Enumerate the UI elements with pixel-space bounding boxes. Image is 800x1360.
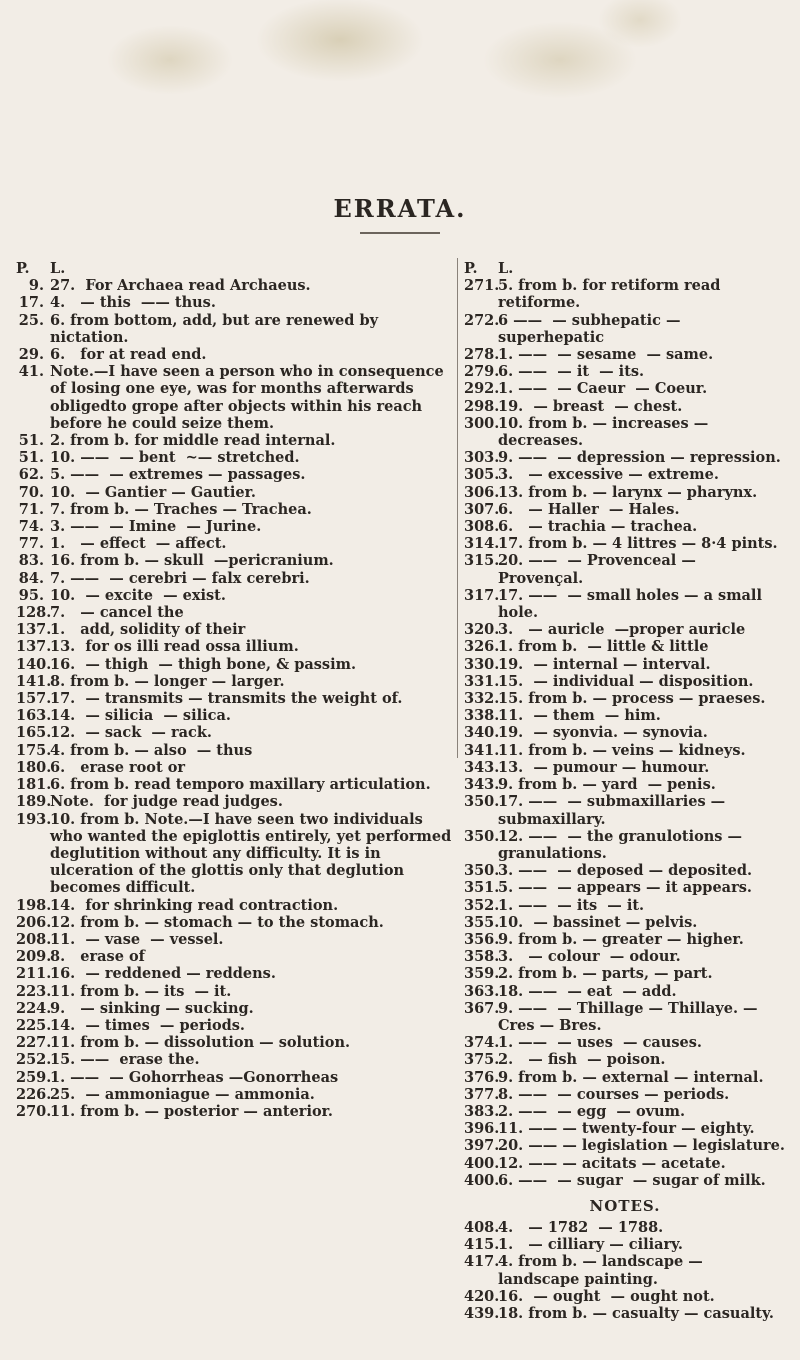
page-number: 352. <box>464 896 500 914</box>
correction-text: 10. from b. Note.—I have seen two individuals who wanted the epiglottis entirely, yet performed deglutition without any difficulty. It is in ulceration of the glottis only that deglution becomes difficult. <box>50 810 457 897</box>
page-number: 137. <box>16 638 52 656</box>
page-number: 351. <box>464 879 500 897</box>
correction-text: 1. —— — Caeur — Coeur. <box>498 380 708 398</box>
page-number: 314. <box>464 535 500 553</box>
errata-entry <box>464 793 786 827</box>
page-number: 374. <box>464 1034 500 1052</box>
correction-text: 11. from b. — dissolution — solution. <box>50 1034 351 1052</box>
correction-text: 9. — sinking — sucking. <box>50 999 254 1017</box>
errata-entry <box>464 948 786 965</box>
page-number: 163. <box>16 707 52 725</box>
page-number: 41. <box>18 363 44 381</box>
errata-entry <box>464 277 786 311</box>
correction-text: 3. —— — Imine — Jurine. <box>50 518 262 536</box>
page-number: 331. <box>464 672 500 690</box>
page-number: 70. <box>18 483 44 501</box>
errata-entry <box>16 294 456 311</box>
page-number: 343. <box>464 758 500 776</box>
errata-entry <box>464 897 786 914</box>
errata-entry <box>16 1069 456 1086</box>
page-number: 51. <box>18 449 44 467</box>
correction-text: 1. —— — Gohorrheas —Gonorrheas <box>50 1068 339 1086</box>
correction-text: 4. from b. — landscape — landscape painting. <box>498 1253 708 1288</box>
errata-entry <box>464 587 786 621</box>
correction-text: 2. —— — egg — ovum. <box>498 1102 686 1120</box>
errata-entry <box>16 363 456 432</box>
correction-text: 2. from b. for middle read internal. <box>50 432 336 450</box>
errata-entry <box>16 449 456 466</box>
correction-text: 3. — colour — odour. <box>498 948 681 966</box>
page-number: 292. <box>464 380 500 398</box>
page-number: 77. <box>18 535 44 553</box>
paper-stain <box>40 0 760 150</box>
correction-text: 14. — silicia — silica. <box>50 707 231 725</box>
column-header <box>464 260 786 277</box>
errata-entry <box>464 776 786 793</box>
errata-entry <box>464 1086 786 1103</box>
errata-entry <box>16 776 456 793</box>
correction-text: 9. from b. — yard — penis. <box>498 776 716 794</box>
correction-text: 11. from b. — posterior — anterior. <box>50 1102 333 1120</box>
errata-entry <box>16 948 456 965</box>
page-number: 350. <box>464 862 500 880</box>
page-number: 29. <box>18 346 44 364</box>
errata-entry <box>464 965 786 982</box>
errata-entry <box>464 518 786 535</box>
correction-text: 3. — excessive — extreme. <box>498 466 719 484</box>
errata-entry <box>16 897 456 914</box>
correction-text: 17. from b. — 4 littres — 8·4 pints. <box>498 535 778 553</box>
errata-entry <box>464 931 786 948</box>
correction-text: 19. — syonvia. — synovia. <box>498 724 708 742</box>
correction-text: 25. — ammoniague — ammonia. <box>50 1085 315 1103</box>
errata-entry <box>464 914 786 931</box>
notes-list <box>464 1219 786 1322</box>
correction-text: 20. —— — Provenceal — Provençal. <box>498 552 701 587</box>
page-number: 397. <box>464 1137 500 1155</box>
page-number: 17. <box>18 294 44 312</box>
errata-entry <box>16 518 456 535</box>
errata-entry <box>464 363 786 380</box>
correction-text: 16. — thigh — thigh bone, & passim. <box>50 655 356 673</box>
errata-entry <box>464 828 786 862</box>
correction-text: 14. for shrinking read contraction. <box>50 896 339 914</box>
page-number: 417. <box>464 1253 500 1271</box>
errata-entry <box>464 1120 786 1137</box>
errata-entry <box>16 965 456 982</box>
page-number: 332. <box>464 690 500 708</box>
errata-entry <box>16 621 456 638</box>
correction-text: 27. For Archaea read Archaeus. <box>50 277 311 295</box>
page-number: 193. <box>16 810 52 828</box>
correction-text: 10. from b. — increases — decreases. <box>498 414 714 450</box>
errata-entry <box>16 501 456 518</box>
page-number: 400. <box>464 1154 500 1172</box>
errata-right-column <box>464 260 786 1322</box>
errata-entry <box>464 1288 786 1305</box>
page-number: 223. <box>16 982 52 1000</box>
errata-entry <box>464 312 786 346</box>
correction-text: 7. from b. — Traches — Trachea. <box>50 500 312 518</box>
errata-entry <box>464 1137 786 1154</box>
errata-entry <box>464 415 786 449</box>
errata-entry <box>16 277 456 294</box>
correction-text: 8. erase of <box>50 948 145 966</box>
errata-entry <box>464 1034 786 1051</box>
notes-heading: NOTES. <box>589 1196 661 1215</box>
page-number: 306. <box>464 483 500 501</box>
correction-text: 3. — auricle —proper auricle <box>498 621 746 639</box>
correction-text: 16. — ought — ought not. <box>498 1287 715 1305</box>
errata-entry <box>464 1155 786 1172</box>
page-number: 359. <box>464 965 500 983</box>
page-number: 62. <box>18 466 44 484</box>
errata-entry <box>16 346 456 363</box>
correction-text: 11. — them — him. <box>498 707 661 725</box>
correction-text: 17. —— — submaxillaries — submaxillary. <box>498 793 731 828</box>
correction-text: 17. — transmits — transmits the weight of. <box>50 690 403 708</box>
errata-entry <box>16 673 456 690</box>
errata-entry <box>464 552 786 586</box>
errata-entry <box>464 862 786 879</box>
errata-entry <box>464 983 786 1000</box>
page-number: 175. <box>16 741 52 759</box>
errata-entry <box>16 1103 456 1120</box>
errata-entry <box>464 346 786 363</box>
correction-text: 14. — times — periods. <box>50 1016 245 1034</box>
page-number: 141. <box>16 672 52 690</box>
correction-text: 16. from b. — skull —pericranium. <box>50 552 334 570</box>
title-rule <box>360 232 440 234</box>
errata-entry <box>464 1000 786 1034</box>
correction-text: 6. —— — sugar — sugar of milk. <box>498 1171 766 1189</box>
errata-list <box>464 277 786 1189</box>
errata-list <box>16 277 456 1120</box>
page-number: 377. <box>464 1085 500 1103</box>
page-number: 157. <box>16 690 52 708</box>
correction-text: 16. — reddened — reddens. <box>50 965 276 983</box>
correction-text: 10. — Gantier — Gautier. <box>50 483 256 501</box>
page-number: 206. <box>16 913 52 931</box>
correction-text: 6. from bottom, add, but are renewed by nictation. <box>50 311 384 346</box>
errata-entry <box>464 690 786 707</box>
page-number: 95. <box>18 586 44 604</box>
correction-text: 11. —— — twenty-four — eighty. <box>498 1120 755 1138</box>
page-number: 303. <box>464 449 500 467</box>
correction-text: 1. — cilliary — ciliary. <box>498 1236 683 1254</box>
errata-entry <box>464 466 786 483</box>
errata-entry <box>464 656 786 673</box>
page-number: 408. <box>464 1218 500 1236</box>
page-title: ERRATA. <box>333 194 467 223</box>
correction-text: 11. from b. — veins — kidneys. <box>498 741 746 759</box>
correction-text: 5. from b. for retiform read retiforme. <box>498 277 726 312</box>
correction-text: 1. —— — sesame — same. <box>498 346 714 364</box>
page-number: 376. <box>464 1068 500 1086</box>
errata-entry <box>464 1051 786 1068</box>
page-number: 259. <box>16 1068 52 1086</box>
page-number: 71. <box>18 500 44 518</box>
errata-entry <box>464 742 786 759</box>
page-number: 279. <box>464 363 500 381</box>
errata-entry <box>464 1219 786 1236</box>
errata-entry <box>16 604 456 621</box>
correction-text: 6. — Haller — Hales. <box>498 500 680 518</box>
errata-entry <box>464 484 786 501</box>
page-number: 343. <box>464 776 500 794</box>
errata-entry <box>16 793 456 810</box>
errata-entry <box>16 570 456 587</box>
errata-entry <box>464 1103 786 1120</box>
line-header: L. <box>50 260 66 277</box>
page-number: 278. <box>464 346 500 364</box>
errata-entry <box>16 535 456 552</box>
errata-entry <box>16 724 456 741</box>
errata-entry <box>16 1086 456 1103</box>
page-number: 439. <box>464 1304 500 1322</box>
page-number: 420. <box>464 1287 500 1305</box>
errata-entry <box>16 983 456 1000</box>
errata-entry <box>464 398 786 415</box>
errata-entry <box>16 552 456 569</box>
correction-text: 19. — internal — interval. <box>498 655 711 673</box>
page-number: 350. <box>464 793 500 811</box>
page-number: 330. <box>464 655 500 673</box>
correction-text: 15. —— erase the. <box>50 1051 200 1069</box>
correction-text: 20. —— — legislation — legislature. <box>498 1137 785 1155</box>
column-divider <box>457 258 458 758</box>
page-number: 165. <box>16 724 52 742</box>
page-number: 227. <box>16 1034 52 1052</box>
errata-entry <box>16 759 456 776</box>
correction-text: 4. — this —— thus. <box>50 294 216 312</box>
errata-entry <box>16 432 456 449</box>
errata-entry <box>16 707 456 724</box>
errata-entry <box>16 1051 456 1068</box>
page-number: 270. <box>16 1102 52 1120</box>
correction-text: 12. —— — acitats — acetate. <box>498 1154 726 1172</box>
page-number: 211. <box>16 965 52 983</box>
column-header <box>16 260 456 277</box>
errata-left-column <box>16 260 456 1120</box>
errata-entry <box>16 656 456 673</box>
page-number: 209. <box>16 948 52 966</box>
correction-text: 19. — breast — chest. <box>498 397 683 415</box>
correction-text: 9. —— — depression — repression. <box>498 449 781 467</box>
errata-entry <box>16 1034 456 1051</box>
correction-text: 12. from b. — stomach — to the stomach. <box>50 913 384 931</box>
correction-text: 1. — effect — affect. <box>50 535 227 553</box>
page-number: 308. <box>464 518 500 536</box>
correction-text: 12. — sack — rack. <box>50 724 212 742</box>
correction-text: 13. for os illi read ossa illium. <box>50 638 299 656</box>
errata-entry <box>16 1000 456 1017</box>
page-number: 25. <box>18 311 44 329</box>
errata-entry <box>16 811 456 897</box>
correction-text: 6. —— — it — its. <box>498 363 645 381</box>
errata-entry <box>464 1069 786 1086</box>
errata-entry <box>464 759 786 776</box>
page-number: 320. <box>464 621 500 639</box>
page-number: 252. <box>16 1051 52 1069</box>
correction-text: 7. —— — cerebri — falx cerebri. <box>50 569 310 587</box>
page-number: 350. <box>464 827 500 845</box>
correction-text: 13. — pumour — humour. <box>498 758 710 776</box>
correction-text: 9. from b. — greater — higher. <box>498 930 744 948</box>
correction-text: 2. — fish — poison. <box>498 1051 666 1069</box>
correction-text: 6. for at read end. <box>50 346 207 364</box>
errata-entry <box>16 484 456 501</box>
errata-entry <box>464 380 786 397</box>
correction-text: 12. —— — the granulotions — granulations. <box>498 827 748 862</box>
correction-text: 13. from b. — larynx — pharynx. <box>498 483 758 501</box>
errata-entry <box>16 690 456 707</box>
page-number: 363. <box>464 982 500 1000</box>
errata-entry <box>16 742 456 759</box>
correction-text: 15. from b. — process — praeses. <box>498 690 766 708</box>
errata-entry <box>464 1236 786 1253</box>
page-number: 355. <box>464 913 500 931</box>
errata-entry <box>464 1172 786 1189</box>
page-number: 341. <box>464 741 500 759</box>
page-number: 9. <box>28 277 44 295</box>
errata-entry <box>464 707 786 724</box>
errata-entry <box>16 466 456 483</box>
page-number: 128. <box>16 604 52 622</box>
correction-text: 18. from b. — casualty — casualty. <box>498 1304 774 1322</box>
page-number: 180. <box>16 758 52 776</box>
page-number: 375. <box>464 1051 500 1069</box>
errata-entry <box>464 501 786 518</box>
correction-text: 6. erase root or <box>50 758 186 776</box>
correction-text: 10. — excite — exist. <box>50 586 226 604</box>
page-number: 51. <box>18 432 44 450</box>
errata-entry <box>16 914 456 931</box>
correction-text: 1. from b. — little & little <box>498 638 709 656</box>
correction-text: Note.—I have seen a person who in consequence of losing one eye, was for months afterwards obligedto grope after objects within his reach before he could seize them. <box>50 363 449 432</box>
errata-entry <box>16 931 456 948</box>
correction-text: 11. — vase — vessel. <box>50 930 224 948</box>
page-number: 140. <box>16 655 52 673</box>
correction-text: 11. from b. — its — it. <box>50 982 232 1000</box>
errata-entry <box>16 312 456 346</box>
errata-entry <box>464 724 786 741</box>
page-number: 271. <box>464 277 500 295</box>
errata-entry <box>464 449 786 466</box>
correction-text: 4. from b. — also — thus <box>50 741 253 759</box>
errata-entry <box>16 587 456 604</box>
page-number: 305. <box>464 466 500 484</box>
page-number: 298. <box>464 397 500 415</box>
errata-entry <box>464 1253 786 1287</box>
correction-text: 1. —— — uses — causes. <box>498 1034 702 1052</box>
errata-entry <box>464 535 786 552</box>
page-number: 383. <box>464 1102 500 1120</box>
errata-entry <box>16 638 456 655</box>
errata-entry <box>464 673 786 690</box>
page-number: 396. <box>464 1120 500 1138</box>
errata-entry <box>464 621 786 638</box>
page-number: 181. <box>16 776 52 794</box>
page-number: 307. <box>464 500 500 518</box>
page-number: 189. <box>16 793 52 811</box>
page-number: 137. <box>16 621 52 639</box>
page-number: 208. <box>16 930 52 948</box>
page-number: 300. <box>464 414 500 432</box>
correction-text: 9. —— — Thillage — Thillaye. — Cres — Bres. <box>498 999 763 1034</box>
line-header: L. <box>498 260 514 277</box>
page-number: 415. <box>464 1236 500 1254</box>
page-number: 367. <box>464 999 500 1017</box>
correction-text: 4. — 1782 — 1788. <box>498 1218 664 1236</box>
page-number: 400. <box>464 1171 500 1189</box>
page-number: 338. <box>464 707 500 725</box>
correction-text: 9. from b. — external — internal. <box>498 1068 764 1086</box>
page-number: 198. <box>16 896 52 914</box>
correction-text: 3. —— — deposed — deposited. <box>498 862 753 880</box>
correction-text: 1. add, solidity of their <box>50 621 246 639</box>
page-number: 358. <box>464 948 500 966</box>
correction-text: 18. —— — eat — add. <box>498 982 677 1000</box>
correction-text: 1. —— — its — it. <box>498 896 645 914</box>
correction-text: 5. —— — appears — it appears. <box>498 879 752 897</box>
page-number: 317. <box>464 586 500 604</box>
page-header: P. <box>464 260 478 277</box>
errata-entry <box>464 879 786 896</box>
page-number: 224. <box>16 999 52 1017</box>
page-number: 225. <box>16 1016 52 1034</box>
page-number: 326. <box>464 638 500 656</box>
errata-entry <box>16 1017 456 1034</box>
errata-entry <box>464 638 786 655</box>
correction-text: 6. — trachia — trachea. <box>498 518 698 536</box>
correction-text: 10. — bassinet — pelvis. <box>498 913 698 931</box>
correction-text: 2. from b. — parts, — part. <box>498 965 713 983</box>
correction-text: 6. from b. read temporo maxillary articulation. <box>50 776 431 794</box>
page-number: 272. <box>464 311 500 329</box>
page-number: 226. <box>16 1085 52 1103</box>
correction-text: 6 —— — subhepatic — superhepatic <box>498 311 686 346</box>
page-number: 84. <box>18 569 44 587</box>
correction-text: 17. —— — small holes — a small hole. <box>498 586 768 622</box>
correction-text: 5. —— — extremes — passages. <box>50 466 306 484</box>
page-number: 83. <box>18 552 44 570</box>
correction-text: Note. for judge read judges. <box>50 793 283 811</box>
correction-text: 8. from b. — longer — larger. <box>50 672 285 690</box>
correction-text: 7. — cancel the <box>50 604 184 622</box>
correction-text: 8. —— — courses — periods. <box>498 1085 730 1103</box>
correction-text: 10. —— — bent ~— stretched. <box>50 449 300 467</box>
errata-entry <box>464 1305 786 1322</box>
page-number: 340. <box>464 724 500 742</box>
page-number: 315. <box>464 552 500 570</box>
page-header: P. <box>16 260 30 277</box>
correction-text: 15. — individual — disposition. <box>498 672 754 690</box>
page-number: 356. <box>464 930 500 948</box>
page-number: 74. <box>18 518 44 536</box>
